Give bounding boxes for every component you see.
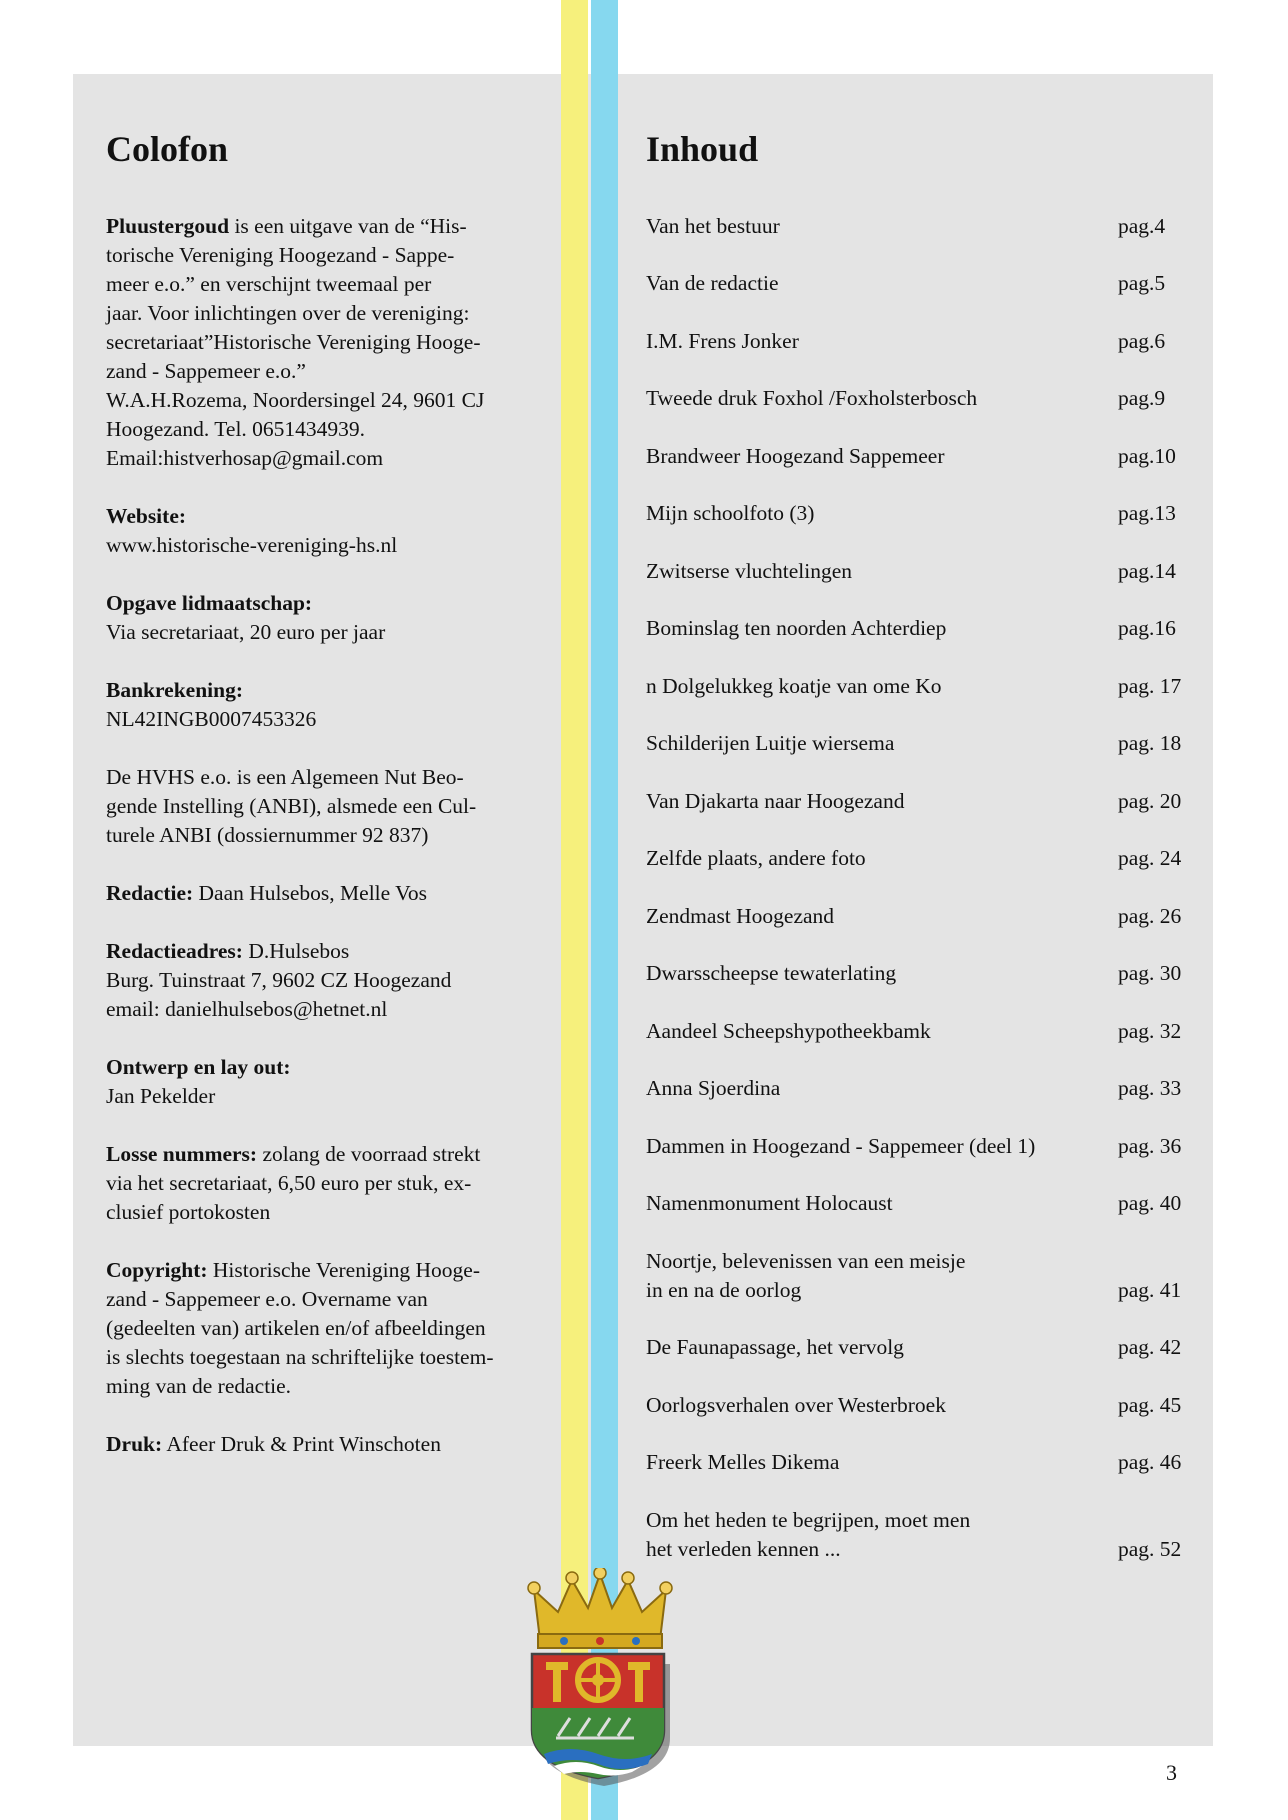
losse-nummers-value: zolang de voorraad strekt [257,1141,481,1166]
intro-line: zand - Sappemeer e.o.” [106,358,306,383]
toc-item-title [646,959,1091,988]
toc-item-title [646,269,1091,298]
copyright-line: is slechts toegestaan na schriftelijke toestem- [106,1344,494,1369]
toc-item-title-line: Freerk Melles Dikema [646,1450,840,1475]
toc-item [646,1506,1190,1564]
toc-item-page: pag. 45 [1118,1392,1182,1417]
toc-item-title [646,1333,1091,1362]
toc-item-page: pag.5 [1118,271,1166,296]
losse-nummers-line: clusief portokosten [106,1199,271,1224]
intro-email: Email:histverhosap@gmail.com [106,445,384,470]
toc-item [646,959,1190,988]
toc-item [646,384,1190,413]
toc-item-title [646,1074,1091,1103]
toc-item-page: pag. 32 [1118,1018,1182,1043]
intro-line: secretariaat”Historische Vereniging Hooge- [106,329,481,354]
toc-item-page: pag.16 [1118,616,1176,641]
copyright-line: zand - Sappemeer e.o. Overname van [106,1286,428,1311]
bank-account: NL42INGB0007453326 [106,706,317,731]
toc-item [646,557,1190,586]
toc-item-page: pag. 30 [1118,961,1182,986]
toc-item-title [646,1017,1091,1046]
toc-item-title [646,442,1091,471]
toc-item [646,442,1190,471]
toc-item-title-line: Van de redactie [646,271,779,296]
toc-item-page: pag. 40 [1118,1191,1182,1216]
toc-item-page: pag. 42 [1118,1335,1182,1360]
membership-label: Opgave lidmaatschap: [106,590,313,615]
toc-item-page: pag. 17 [1118,673,1182,698]
toc-item-page: pag.10 [1118,443,1176,468]
copyright-label: Copyright: [106,1257,208,1282]
redactie-block [106,879,546,908]
toc-item-title-line: Namenmonument Holocaust [646,1191,893,1216]
colofon-heading: Colofon [106,129,229,169]
toc-item-page: pag. 33 [1118,1076,1182,1101]
toc-item [646,269,1190,298]
copyright-value: Historische Vereniging Hooge- [207,1257,481,1282]
membership-block [106,589,546,647]
toc-item-page: pag.9 [1118,386,1166,411]
intro-line: jaar. Voor inlichtingen over de vereniging: [106,300,470,325]
toc-item-page: pag. 36 [1118,1133,1182,1158]
toc-item-title-line: Zwitserse vluchtelingen [646,558,852,583]
toc-item-title-line: Anna Sjoerdina [646,1076,781,1101]
toc-item-page: pag. 24 [1118,846,1182,871]
toc-item-title-line: Bominslag ten noorden Achterdiep [646,616,947,641]
ontwerp-label: Ontwerp en lay out: [106,1054,291,1079]
redactieadres-email: email: danielhulsebos@hetnet.nl [106,996,388,1021]
toc-item [646,1333,1190,1362]
intro-line: is een uitgave van de “His- [229,213,467,238]
website-url: www.historische-vereniging-hs.nl [106,532,398,557]
toc-item-page: pag. 18 [1118,731,1182,756]
copyright-line: (gedeelten van) artikelen en/of afbeeldingen [106,1315,486,1340]
toc-item-title-line: Zelfde plaats, andere foto [646,846,866,871]
inhoud-heading: Inhoud [646,129,759,169]
redactie-value: Daan Hulsebos, Melle Vos [193,880,428,905]
toc-item [646,1391,1190,1420]
toc-item-title [646,1506,1091,1564]
toc-item-title-line: n Dolgelukkeg koatje van ome Ko [646,673,942,698]
toc-item-title-line: Aandeel Scheepshypotheekbamk [646,1018,931,1043]
redactieadres-block [106,937,546,1024]
toc-item-title-line: het verleden kennen ... [646,1536,841,1561]
toc-item-title [646,212,1091,241]
toc-item-title [646,1132,1091,1161]
toc-item-title-line: Oorlogsverhalen over Westerbroek [646,1392,946,1417]
toc-item-title [646,384,1091,413]
toc-item-title-line: Dammen in Hoogezand - Sappemeer (deel 1) [646,1133,1036,1158]
toc-item [646,1074,1190,1103]
toc-item-title [646,672,1091,701]
toc-item-page: pag.6 [1118,328,1166,353]
toc-item-title-line: I.M. Frens Jonker [646,328,799,353]
toc-item-title-line: De Faunapassage, het vervolg [646,1335,904,1360]
toc-item-title [646,1247,1091,1305]
redactieadres-value: D.Hulsebos [242,938,350,963]
losse-nummers-block [106,1140,546,1227]
toc-item-page: pag. 46 [1118,1450,1182,1475]
toc-item [646,1189,1190,1218]
toc-item [646,499,1190,528]
toc-item [646,1017,1190,1046]
druk-label: Druk: [106,1431,163,1456]
toc-item-title-line: Dwarsscheepse tewaterlating [646,961,897,986]
toc-item-title [646,499,1091,528]
toc-item-title [646,1391,1091,1420]
toc-item-title-line: Schilderijen Luitje wiersema [646,731,895,756]
intro-line: meer e.o.” en verschijnt tweemaal per [106,271,432,296]
toc-item [646,1132,1190,1161]
redactie-label: Redactie: [106,880,194,905]
redactieadres-label: Redactieadres: [106,938,243,963]
copyright-block [106,1256,546,1401]
anbi-line: turele ANBI (dossiernummer 92 837) [106,822,429,847]
toc-item [646,787,1190,816]
losse-nummers-label: Losse nummers: [106,1141,258,1166]
toc-item-page: pag.14 [1118,558,1176,583]
yellow-stripe [561,0,588,1820]
toc-item-title [646,902,1091,931]
ontwerp-block [106,1053,546,1111]
intro-line: W.A.H.Rozema, Noordersingel 24, 9601 CJ [106,387,485,412]
toc-item-title [646,557,1091,586]
toc-item [646,212,1190,241]
anbi-block [106,763,546,850]
toc-item-title-line: Tweede druk Foxhol /Foxholsterbosch [646,386,978,411]
toc-item-page: pag. 41 [1118,1277,1182,1302]
toc-item-title-line: Van Djakarta naar Hoogezand [646,788,905,813]
toc-item [646,902,1190,931]
website-block [106,502,546,560]
druk-value: Afeer Druk & Print Winschoten [162,1431,441,1456]
intro-line: torische Vereniging Hoogezand - Sappe- [106,242,455,267]
toc-item-title [646,1448,1091,1477]
table-of-contents [646,212,1190,1564]
toc-item-page: pag.4 [1118,213,1166,238]
inhoud-column [646,130,1190,1592]
toc-item-title [646,327,1091,356]
colofon-column [106,130,546,1488]
toc-item-title [646,1189,1091,1218]
toc-item-title-line: Van het bestuur [646,213,780,238]
intro-line: Hoogezand. Tel. 0651434939. [106,416,366,441]
bank-block [106,676,546,734]
toc-item [646,844,1190,873]
toc-item-title [646,787,1091,816]
toc-item-title-line: Zendmast Hoogezand [646,903,835,928]
ontwerp-value: Jan Pekelder [106,1083,216,1108]
bank-label: Bankrekening: [106,677,243,702]
intro-block [106,212,546,473]
toc-item-title-line: Noortje, belevenissen van een meisje [646,1248,966,1273]
toc-item-title-line: Brandweer Hoogezand Sappemeer [646,443,945,468]
coat-of-arms-icon [520,1568,680,1788]
toc-item-page: pag. 20 [1118,788,1182,813]
toc-item-page: pag. 26 [1118,903,1182,928]
page-number: 3 [1166,1760,1177,1785]
shield-icon [532,1654,664,1778]
toc-item [646,614,1190,643]
redactieadres-line: Burg. Tuinstraat 7, 9602 CZ Hoogezand [106,967,452,992]
membership-value: Via secretariaat, 20 euro per jaar [106,619,386,644]
magazine-name: Pluustergoud [106,213,230,238]
website-label: Website: [106,503,187,528]
toc-item-title [646,614,1091,643]
toc-item-page: pag.13 [1118,501,1176,526]
anbi-line: De HVHS e.o. is een Algemeen Nut Beo- [106,764,464,789]
toc-item [646,1247,1190,1305]
druk-block [106,1430,546,1459]
toc-item [646,1448,1190,1477]
crown-icon [528,1568,672,1648]
toc-item [646,672,1190,701]
toc-item [646,327,1190,356]
toc-item-title [646,844,1091,873]
toc-item-title-line: Om het heden te begrijpen, moet men [646,1507,971,1532]
blue-stripe [591,0,618,1820]
toc-item-title-line: in en na de oorlog [646,1277,802,1302]
copyright-line: ming van de redactie. [106,1373,292,1398]
losse-nummers-line: via het secretariaat, 6,50 euro per stuk, ex- [106,1170,472,1195]
toc-item-title-line: Mijn schoolfoto (3) [646,501,815,526]
anbi-line: gende Instelling (ANBI), alsmede een Cul- [106,793,477,818]
toc-item-page: pag. 52 [1118,1536,1182,1561]
toc-item-title [646,729,1091,758]
toc-item [646,729,1190,758]
